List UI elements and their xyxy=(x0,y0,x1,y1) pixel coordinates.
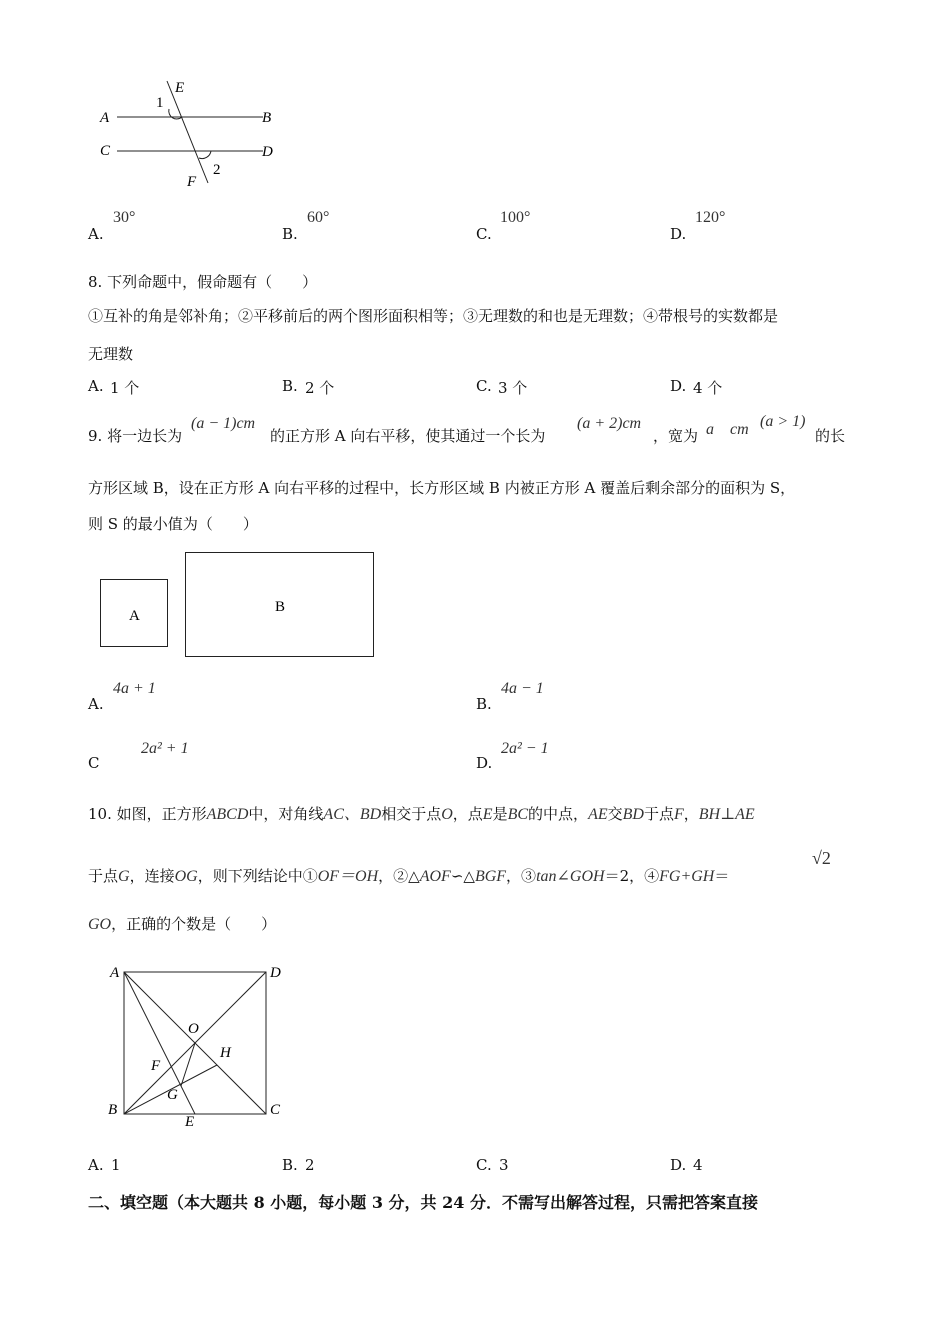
label-angle-2: 2 xyxy=(213,162,221,178)
q10-line1: 10. 如图，正方形ABCD中，对角线AC、BD相交于点O，点E是BC的中点，AE交BD于点F，BH⊥AE xyxy=(88,805,755,823)
q9-option-b-letter: B. xyxy=(476,695,492,713)
q10-option-a-letter: A. xyxy=(88,1156,104,1174)
label-e: E xyxy=(175,80,185,96)
label-e: E xyxy=(185,1114,195,1130)
label-square-a: A xyxy=(129,608,140,624)
q9-math-width-a: a xyxy=(706,421,714,438)
q7-option-a-letter: A. xyxy=(88,225,104,243)
label-d: D xyxy=(270,965,281,981)
label-a: A xyxy=(110,965,120,981)
label-b: B xyxy=(108,1102,118,1118)
label-g: G xyxy=(167,1087,178,1103)
line-ef xyxy=(167,81,208,183)
q10-option-c-value: 3 xyxy=(499,1156,509,1174)
q9-text-2: 的正方形 A 向右平移，使其通过一个长为 xyxy=(270,427,546,445)
q10-option-c-letter: C. xyxy=(476,1156,492,1174)
label-b: B xyxy=(262,110,272,126)
q8-option-d-letter: D. xyxy=(670,377,687,395)
label-angle-1: 1 xyxy=(156,95,164,111)
q9-option-d-value: 2a² − 1 xyxy=(501,740,549,757)
q9-line2: 方形区域 B，设在正方形 A 向右平移的过程中，长方形区域 B 内被正方形 A 覆盖后剩余部分的面积为 S， xyxy=(88,479,796,497)
q9-math-condition: (a > 1) xyxy=(760,413,806,430)
q10-line2: 于点G，连接OG，则下列结论中①OF＝OH，②△AOF∽△BGF，③tan∠GOH＝2，④FG+GH＝ xyxy=(88,867,730,885)
q10-option-d-letter: D. xyxy=(670,1156,687,1174)
q9-option-c-letter: C xyxy=(88,754,100,772)
q9-option-c-value: 2a² + 1 xyxy=(141,740,189,757)
label-d: D xyxy=(262,144,273,160)
label-f: F xyxy=(187,174,197,190)
q10-option-d-value: 4 xyxy=(693,1156,703,1174)
q8-option-c-value: 3 个 xyxy=(498,379,528,397)
label-h: H xyxy=(220,1045,231,1061)
q9-text-4: 的长 xyxy=(815,427,846,445)
parallel-lines-figure xyxy=(95,75,295,190)
q7-option-c-value: 100° xyxy=(500,209,531,226)
angle-2-arc xyxy=(199,151,211,159)
q7-option-b-letter: B. xyxy=(282,225,298,243)
q9-text-3: ，宽为 xyxy=(653,427,699,445)
q7-option-c-letter: C. xyxy=(476,225,492,243)
label-o: O xyxy=(188,1021,199,1037)
q9-option-b-value: 4a − 1 xyxy=(501,680,544,697)
q8-stem: 8. 下列命题中，假命题有（ ） xyxy=(88,273,318,291)
label-f: F xyxy=(151,1058,161,1074)
q8-statements-line1: ①互补的角是邻补角；②平移前后的两个图形面积相等；③无理数的和也是无理数；④带根号的实数都是 xyxy=(88,307,779,325)
q10-line3: GO，正确的个数是（ ） xyxy=(88,915,277,933)
q9-math-length: (a + 2)cm xyxy=(577,415,642,432)
q8-statements-line2: 无理数 xyxy=(88,345,134,363)
q7-option-b-value: 60° xyxy=(307,209,330,226)
q8-option-b-value: 2 个 xyxy=(305,379,335,397)
segment-ae xyxy=(124,972,195,1114)
square-abcd-figure xyxy=(100,958,300,1133)
label-c: C xyxy=(270,1102,281,1118)
q9-option-a-letter: A. xyxy=(88,695,104,713)
q9-line3: 则 S 的最小值为（ ） xyxy=(88,515,258,533)
q9-math-width-cm: cm xyxy=(730,421,749,438)
q10-sqrt2: √2 xyxy=(812,848,831,868)
q8-option-c-letter: C. xyxy=(476,377,492,395)
q7-option-d-letter: D. xyxy=(670,225,687,243)
q8-option-b-letter: B. xyxy=(282,377,298,395)
q7-option-d-value: 120° xyxy=(695,209,726,226)
q9-option-d-letter: D. xyxy=(476,754,493,772)
q9-option-a-value: 4a + 1 xyxy=(113,680,156,697)
q10-option-b-value: 2 xyxy=(305,1156,315,1174)
q8-option-a-value: 1 个 xyxy=(110,379,140,397)
q8-option-d-value: 4 个 xyxy=(693,379,723,397)
q8-option-a-letter: A. xyxy=(88,377,104,395)
q9-text-1: 9. 将一边长为 xyxy=(88,427,183,445)
q10-option-a-value: 1 xyxy=(111,1156,121,1174)
label-rectangle-b: B xyxy=(275,599,286,615)
q7-option-a-value: 30° xyxy=(113,209,136,226)
section-2-heading: 二、填空题（本大题共 8 小题，每小题 3 分，共 24 分．不需写出解答过程，只需把答案直接 xyxy=(88,1193,758,1212)
label-c: C xyxy=(100,143,111,159)
q10-option-b-letter: B. xyxy=(282,1156,298,1174)
label-a: A xyxy=(100,110,110,126)
square-rectangle-figure xyxy=(98,550,378,660)
q9-math-side: (a − 1)cm xyxy=(191,415,256,432)
